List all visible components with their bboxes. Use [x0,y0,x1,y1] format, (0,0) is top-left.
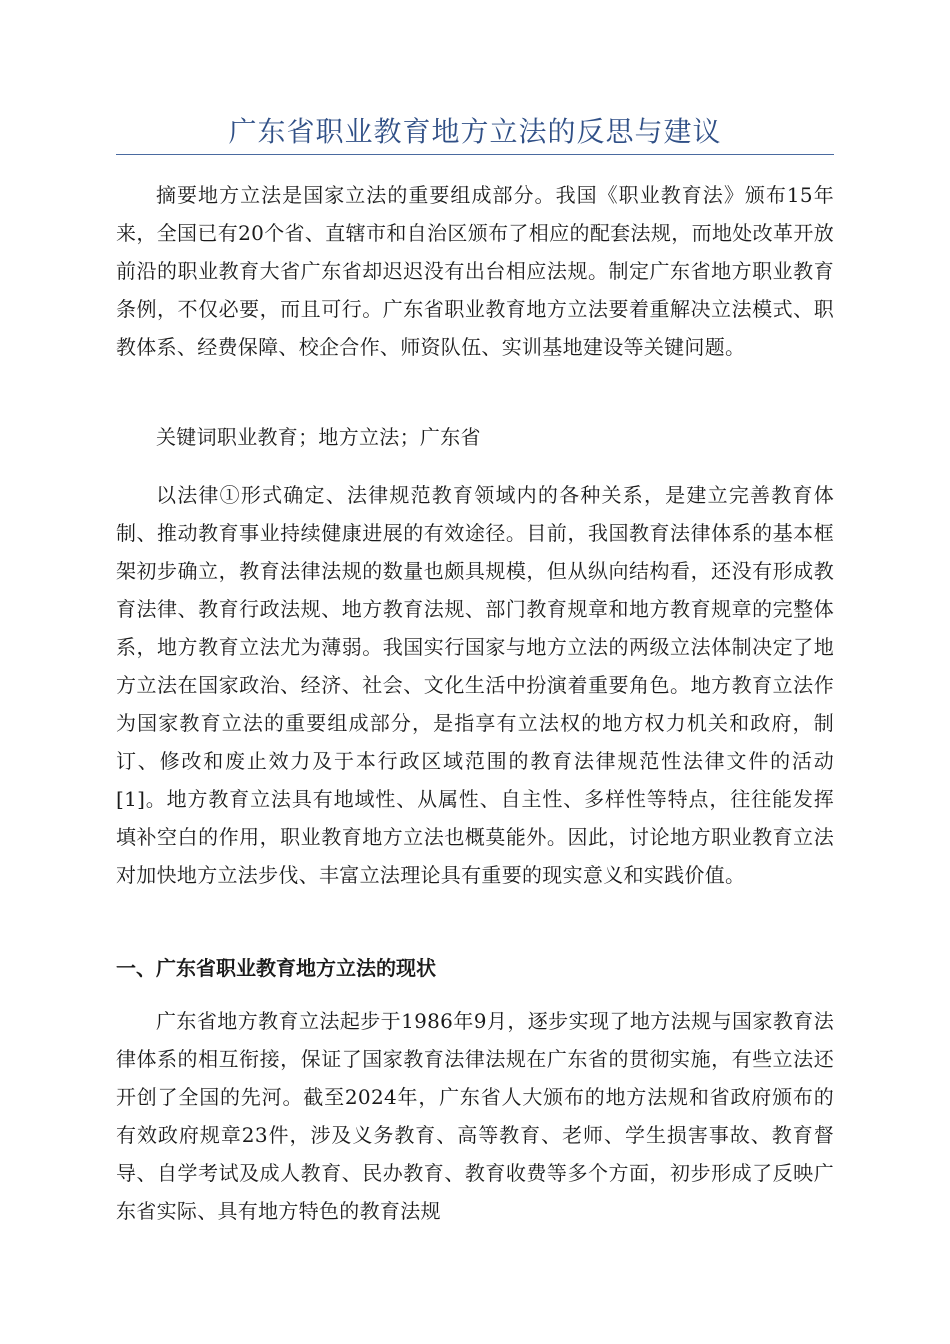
intro-paragraph: 以法律①形式确定、法律规范教育领域内的各种关系，是建立完善教育体制、推动教育事业持续健康进展的有效途径。目前，我国教育法律体系的基本框架初步确立，教育法律法规的数量也颇具规模，但从纵向结构看，还没有形成教育法律、教育行政法规、地方教育法规、部门教育规章和地方教育规章的完整体系，地方教育立法尤为薄弱。我国实行国家与地方立法的两级立法体制决定了地方立法在国家政治、经济、社会、文化生活中扮演着重要角色。地方教育立法作为国家教育立法的重要组成部分，是指享有立法权的地方权力机关和政府，制订、修改和废止效力及于本行政区域范围的教育法律规范性法律文件的活动[1]。地方教育立法具有地域性、从属性、自主性、多样性等特点，往往能发挥填补空白的作用，职业教育地方立法也概莫能外。因此，讨论地方职业教育立法对加快地方立法步伐、丰富立法理论具有重要的现实意义和实践价值。 [116,483,834,887]
abstract-paragraph: 摘要地方立法是国家立法的重要组成部分。我国《职业教育法》颁布15年来，全国已有20个省、直辖市和自治区颁布了相应的配套法规，而地处改革开放前沿的职业教育大省广东省却迟迟没有出台相应法规。制定广东省地方职业教育条例，不仅必要，而且可行。广东省职业教育地方立法要着重解决立法模式、职教体系、经费保障、校企合作、师资队伍、实训基地建设等关键问题。 [116,183,834,359]
keywords-paragraph: 关键词职业教育；地方立法；广东省 [156,425,481,449]
document-title: 广东省职业教育地方立法的反思与建议 [228,115,722,148]
section-heading: 一、广东省职业教育地方立法的现状 [116,956,436,980]
section-paragraph: 广东省地方教育立法起步于1986年9月，逐步实现了地方法规与国家教育法律体系的相互衔接，保证了国家教育法律法规在广东省的贯彻实施，有些立法还开创了全国的先河。截至2024年，广东省人大颁布的地方法规和省政府颁布的有效政府规章23件，涉及义务教育、高等教育、老师、学生损害事故、教育督导、自学考试及成人教育、民办教育、教育收费等多个方面，初步形成了反映广东省实际、具有地方特色的教育法规 [116,1009,834,1223]
title-underline [116,154,834,155]
